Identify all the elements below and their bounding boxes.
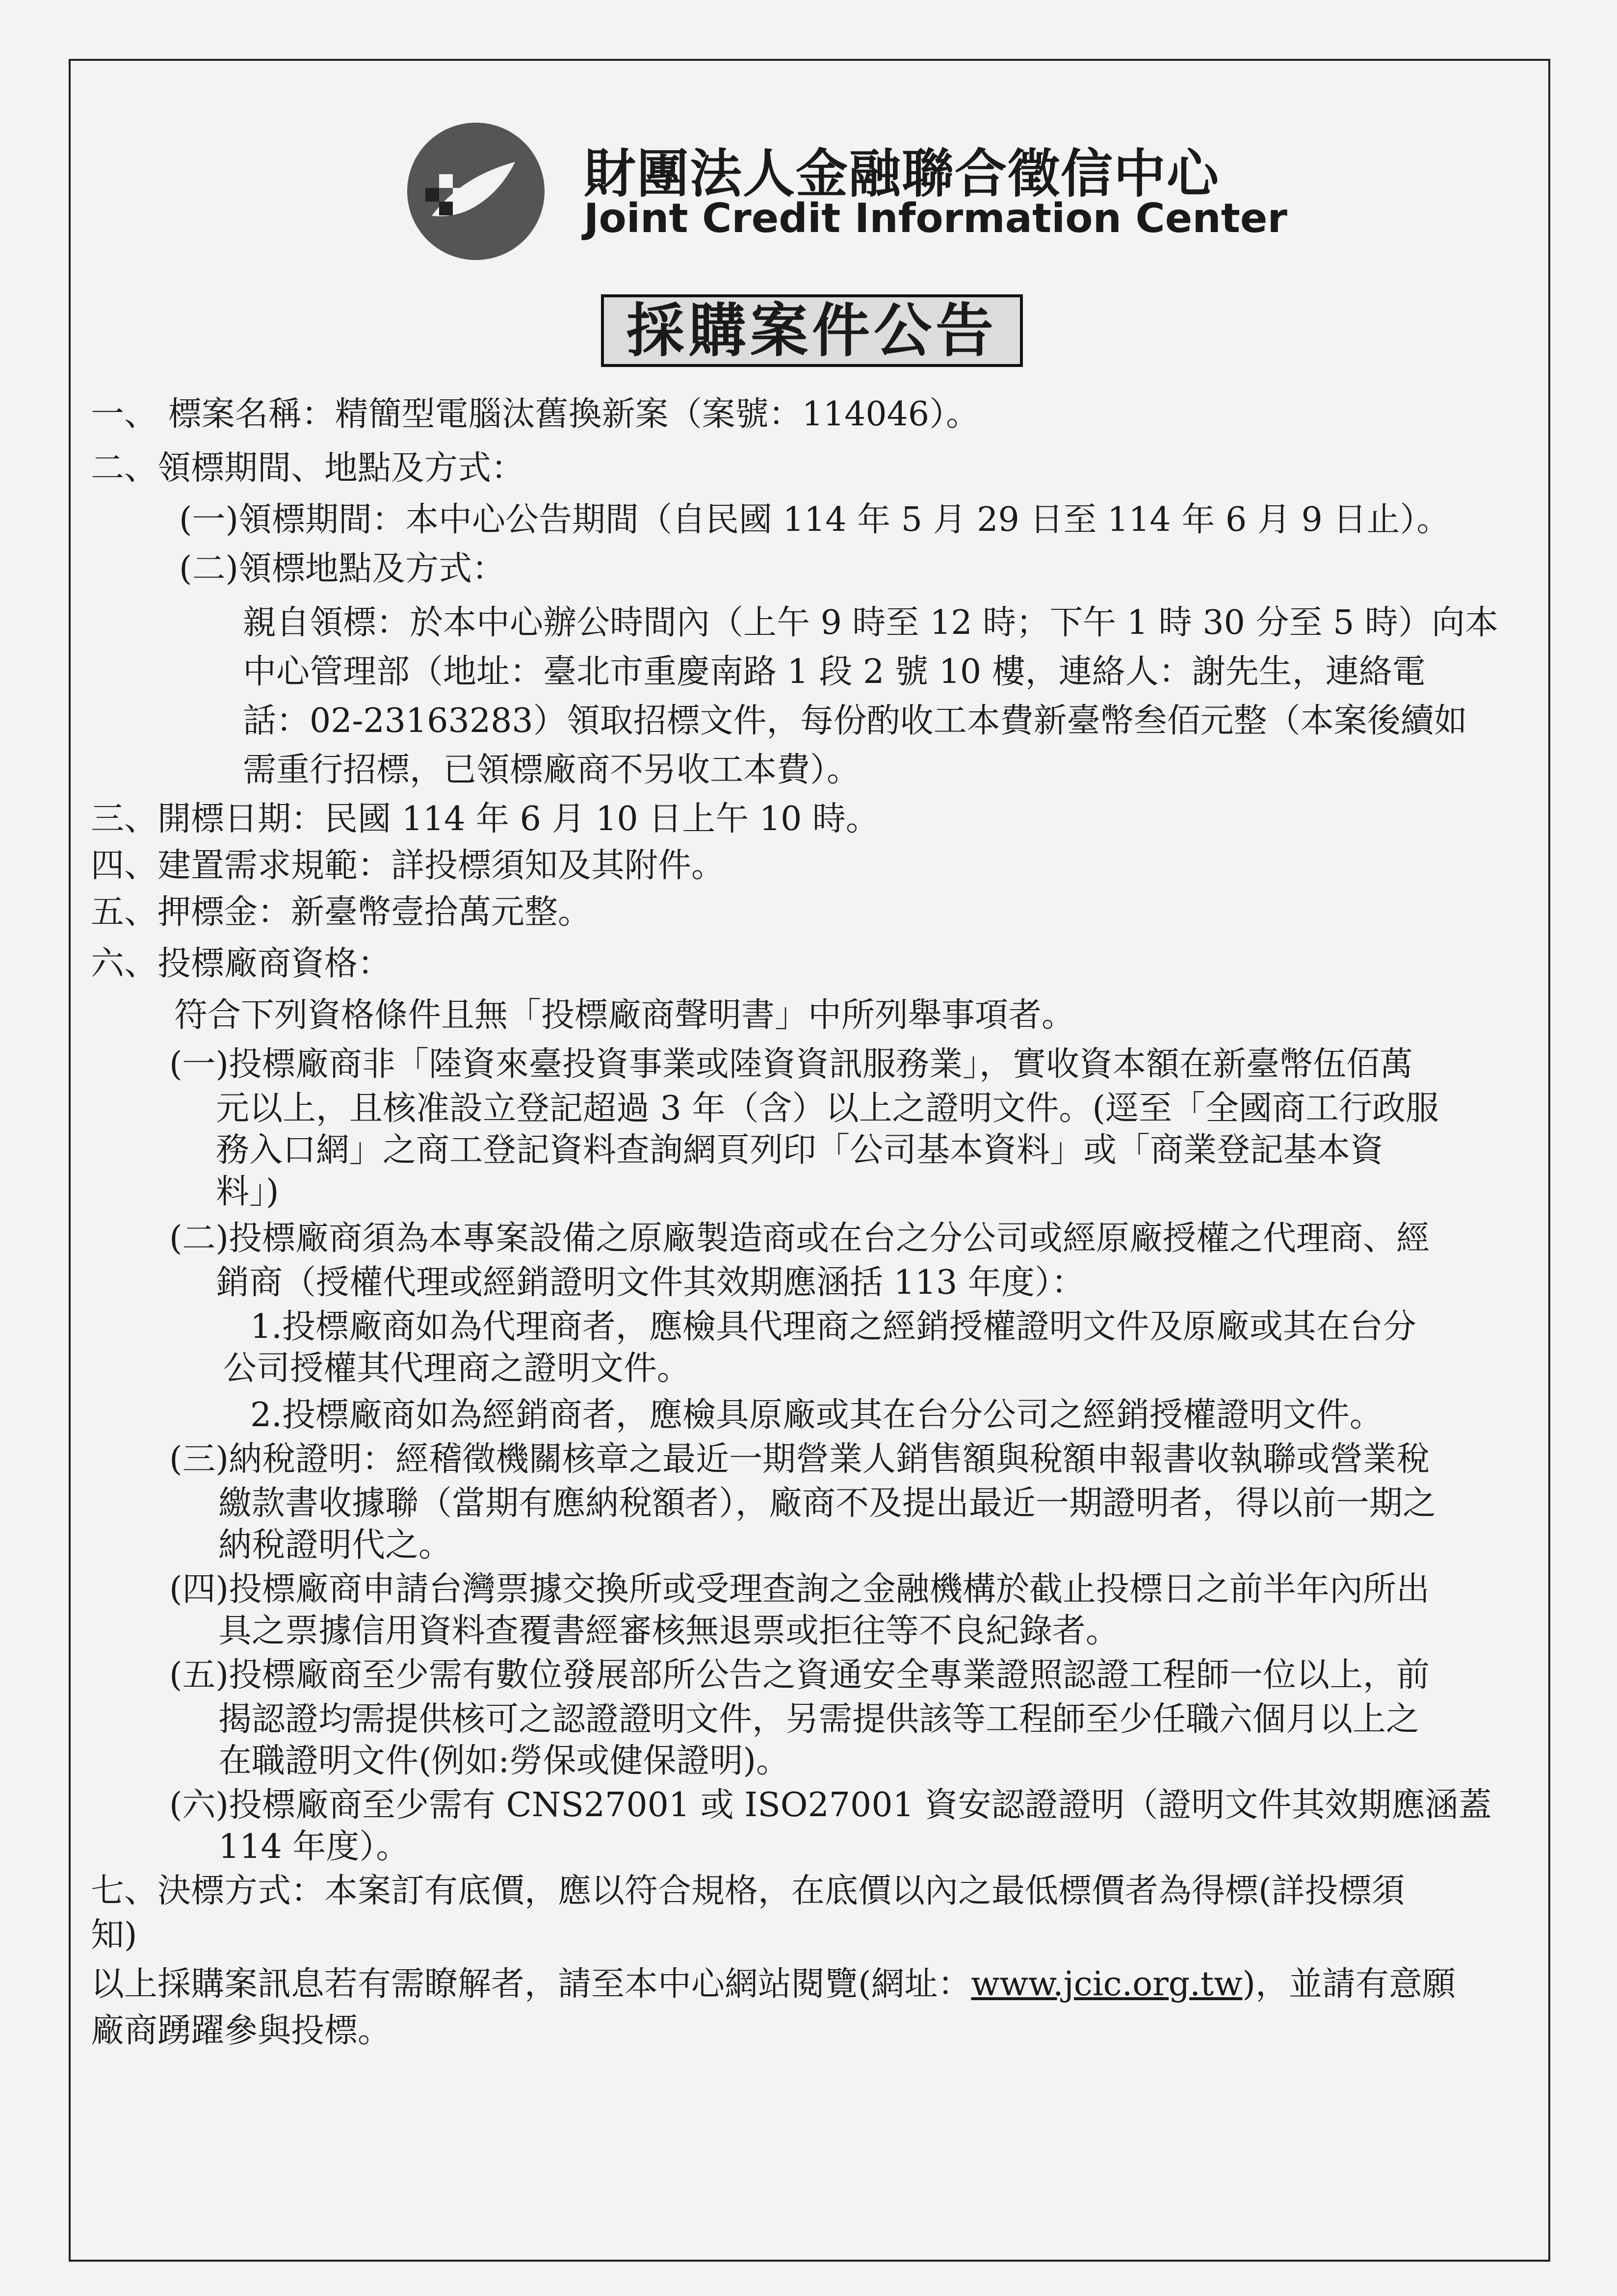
text-line: 銷商（授權代理或經銷證明文件其效期應涵括 113 年度）： bbox=[216, 1263, 1085, 1302]
text-line: (二)投標廠商須為本專案設備之原廠製造商或在台之分公司或經原廠授權之代理商、經 bbox=[169, 1219, 1430, 1258]
text-line: 中心管理部（地址：臺北市重慶南路 1 段 2 號 10 樓，連絡人：謝先生，連絡電 bbox=[243, 652, 1426, 691]
text-line: 話：02-23163283）領取招標文件，每份酌收工本費新臺幣叁佰元整（本案後續如 bbox=[243, 702, 1467, 740]
text-line: (一)領標期間：本中心公告期間（自民國 114 年 5 月 29 日至 114 年 6 月 9 日止）。 bbox=[179, 500, 1450, 539]
closing-text: 以上採購案訊息若有需瞭解者，請至本中心網站閱覽(網址： bbox=[91, 1965, 971, 2004]
text-line: 揭認證均需提供核可之認證證明文件，另需提供該等工程師至少任職六個月以上之 bbox=[218, 1700, 1420, 1739]
text-line: 料」) bbox=[216, 1173, 279, 1211]
text-line: 四、建置需求規範：詳投標須知及其附件。 bbox=[91, 846, 725, 885]
text-line: (三)納稅證明：經稽徵機關核章之最近一期營業人銷售額與稅額申報書收執聯或營業稅 bbox=[169, 1440, 1430, 1479]
text-line: 一、 標案名稱：精簡型電腦汰舊換新案（案號：114046）。 bbox=[91, 395, 980, 434]
closing-line-2: 廠商踴躍參與投標。 bbox=[91, 2011, 391, 2050]
text-line: (一)投標廠商非「陸資來臺投資事業或陸資資訊服務業」，實收資本額在新臺幣伍佰萬 bbox=[169, 1045, 1413, 1084]
text-line: 在職證明文件(例如:勞保或健保證明)。 bbox=[218, 1742, 789, 1780]
website-link[interactable]: www.jcic.org.tw bbox=[971, 1965, 1243, 2004]
text-line: 需重行招標，已領標廠商不另收工本費）。 bbox=[243, 751, 861, 789]
text-line: 1.投標廠商如為代理商者，應檢具代理商之經銷授權證明文件及原廠或其在台分 bbox=[250, 1307, 1416, 1346]
text-line: 親自領標：於本中心辦公時間內（上午 9 時至 12 時；下午 1 時 30 分至 5 時）向本 bbox=[243, 603, 1499, 642]
page-title: 採購案件公告 bbox=[601, 294, 1023, 367]
closing-line bbox=[91, 1962, 1456, 2007]
text-line: 具之票據信用資料查覆書經審核無退票或拒往等不良紀錄者。 bbox=[218, 1612, 1120, 1650]
text-line: 五、押標金：新臺幣壹拾萬元整。 bbox=[91, 893, 592, 932]
text-line: 納稅證明代之。 bbox=[218, 1526, 452, 1565]
org-name-zh: 財團法人金融聯合徵信中心 bbox=[584, 144, 1220, 204]
text-line: 114 年度）。 bbox=[218, 1827, 410, 1866]
text-line: 二、領標期間、地點及方式： bbox=[91, 449, 525, 488]
text-line: 三、開標日期：民國 114 年 6 月 10 日上午 10 時。 bbox=[91, 800, 880, 838]
text-line: 六、投標廠商資格： bbox=[91, 944, 391, 983]
text-line: 繳款書收據聯（當期有應納稅額者），廠商不及提出最近一期證明者，得以前一期之 bbox=[218, 1484, 1436, 1523]
text-line: 元以上，且核准設立登記超過 3 年（含）以上之證明文件。(逕至「全國商工行政服 bbox=[216, 1089, 1439, 1128]
text-line: 公司授權其代理商之證明文件。 bbox=[223, 1349, 691, 1388]
text-line: (五)投標廠商至少需有數位發展部所公告之資通安全專業證照認證工程師一位以上，前 bbox=[169, 1656, 1430, 1695]
text-line: 七、決標方式：本案訂有底價，應以符合規格，在底價以內之最低標價者為得標(詳投標須 bbox=[91, 1872, 1405, 1910]
text-line: 2.投標廠商如為經銷商者，應檢具原廠或其在台分公司之經銷授權證明文件。 bbox=[250, 1396, 1383, 1435]
closing-text-tail: )，並請有意願 bbox=[1242, 1965, 1456, 2004]
text-line: (四)投標廠商申請台灣票據交換所或受理查詢之金融機構於截止投標日之前半年內所出 bbox=[169, 1570, 1430, 1609]
org-name-en: Joint Credit Information Center bbox=[584, 195, 1287, 242]
text-line: (六)投標廠商至少需有 CNS27001 或 ISO27001 資安認證證明（證明文件其效期應涵蓋 bbox=[169, 1786, 1492, 1825]
text-line: 務入口網」之商工登記資料查詢網頁列印「公司基本資料」或「商業登記基本資 bbox=[216, 1131, 1384, 1170]
text-line: 符合下列資格條件且無「投標廠商聲明書」中所列舉事項者。 bbox=[174, 996, 1075, 1035]
text-line: (二)領標地點及方式： bbox=[179, 549, 506, 588]
text-line: 知) bbox=[91, 1916, 137, 1955]
